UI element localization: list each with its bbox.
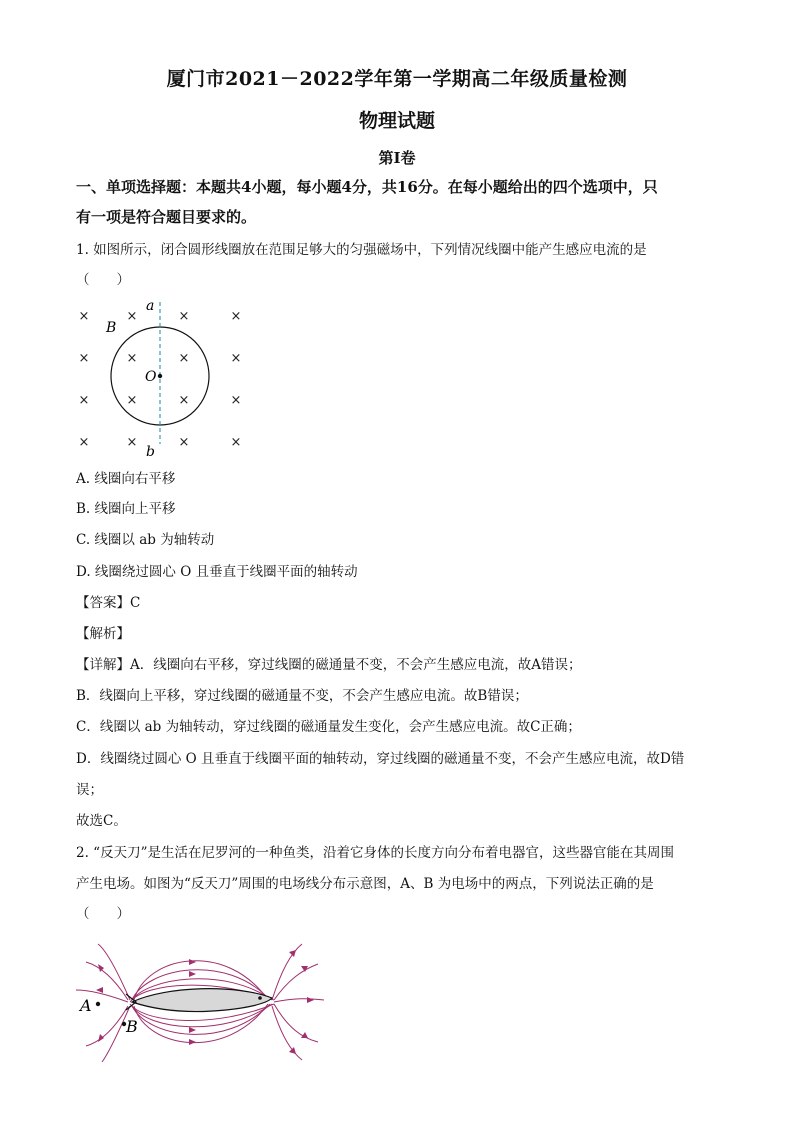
q1-magnetic-field-figure [70,294,260,460]
q1-stem: 1. 如图所示，闭合圆形线圈放在范围足够大的匀强磁场中，下列情况线圈中能产生感应电流的是 [76,242,647,258]
q1-detail-1: 【详解】A．线圈向右平移，穿过线圈的磁通量不变，不会产生感应电流，故A错误； [76,657,582,673]
q2-stem-line2: 产生电场。如图为“反天刀”周围的电场线分布示意图，A、B 为电场中的两点，下列说法正确的是 [76,876,654,892]
cross-mark: × [126,309,138,324]
q1-option-c: C. 线圈以 ab 为轴转动 [76,532,215,548]
center-dot [158,374,162,378]
cross-mark: × [230,351,242,366]
fish-body [132,989,272,1012]
q2-stem-line1: 2. “反天刀”是生活在尼罗河的一种鱼类，沿着它身体的长度方向分布着电器官，这些器官能在其周围 [76,845,674,861]
q1-detail-3: C．线圈以 ab 为轴转动，穿过线圈的磁通量发生变化，会产生感应电流。故C正确； [76,719,581,735]
fish-eye [258,996,262,1000]
q1-option-a: A. 线圈向右平移 [76,471,176,487]
arrow-head [289,1047,296,1054]
q1-conclusion: 故选C。 [76,813,127,829]
q1-option-b: B. 线圈向上平移 [76,501,176,517]
cross-mark: × [178,309,190,324]
field-line [274,964,318,1000]
cross-mark: × [230,309,242,324]
cross-mark: × [178,435,190,450]
arrow-head [98,1034,104,1042]
cross-mark: × [178,351,190,366]
q1-detail-5: 误； [76,782,103,798]
q2-electric-field-figure [76,938,326,1063]
q1-detail-2: B．线圈向上平移，穿过线圈的磁通量不变，不会产生感应电流。故B错误； [76,688,528,704]
q1-answer: 【答案】C [76,595,141,611]
label-B: B [126,1017,138,1036]
arrow-head [189,959,196,965]
cross-mark: × [78,435,90,450]
q1-paren: （ ） [76,272,130,288]
label-O: O [145,369,157,385]
arrow-head [307,997,314,1003]
label-B: B [106,320,117,336]
q2-paren: （ ） [76,906,130,922]
arrow-head [189,1039,196,1045]
cross-mark: × [78,351,90,366]
part-heading: 第Ⅰ卷 [378,149,416,167]
label-a: a [146,298,155,314]
point-A [96,1002,100,1006]
cross-mark: × [126,351,138,366]
cross-mark: × [178,393,190,408]
cross-mark: × [78,393,90,408]
section-heading-line2: 有一项是符合题目要求的。 [76,208,257,226]
field-line [274,999,324,1002]
cross-mark: × [230,435,242,450]
q1-analysis-heading: 【解析】 [76,626,130,642]
label-b: b [146,444,155,460]
field-line [274,1004,318,1042]
exam-title: 厦门市2021－2022学年第一学期高二年级质量检测 [166,68,628,90]
q1-detail-4: D．线圈绕过圆心 O 且垂直于线圈平面的轴转动，穿过线圈的磁通量不变，不会产生感应电流，故D错 [76,751,685,767]
cross-mark: × [78,309,90,324]
field-line [272,944,302,1000]
label-A: A [80,996,92,1015]
arrow-head [189,971,196,977]
cross-mark: × [230,393,242,408]
field-line [272,1006,302,1060]
q1-option-d: D. 线圈绕过圆心 O 且垂直于线圈平面的轴转动 [76,564,358,580]
cross-mark: × [126,435,138,450]
arrow-head [96,987,103,993]
cross-mark: × [126,393,138,408]
exam-subtitle: 物理试题 [358,110,435,132]
section-heading-line1: 一、单项选择题：本题共4小题，每小题4分，共16分。在每小题给出的四个选项中，只 [76,178,658,196]
field-line [86,1006,128,1046]
arrow-head [189,1027,196,1033]
arrow-head [289,950,296,957]
